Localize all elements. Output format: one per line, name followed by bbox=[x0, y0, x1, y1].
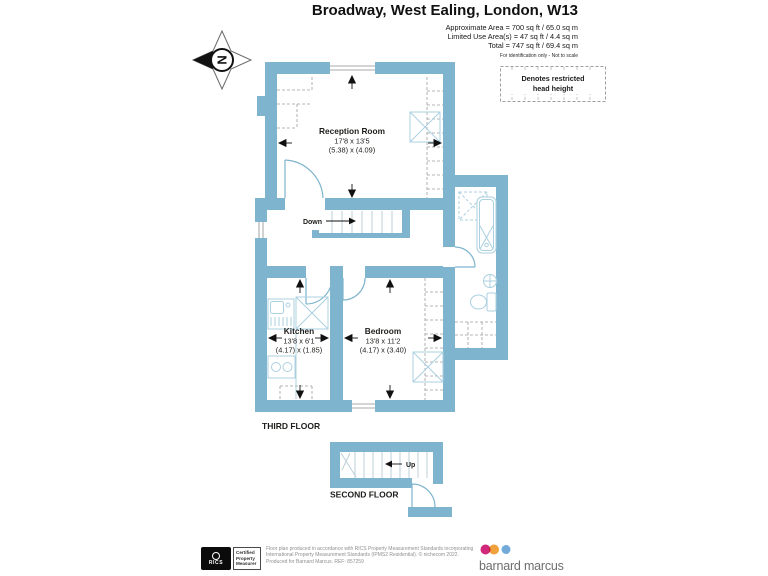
reception-size-imperial: 17'8 x 13'5 bbox=[334, 136, 370, 146]
up-arrow bbox=[385, 461, 402, 468]
disclaimer-line1: Floor plan produced in accordance with RICS Property Measurement Standards incorporating bbox=[266, 546, 474, 552]
bedroom-skylight-icon bbox=[413, 352, 443, 382]
reception-skylight-icon bbox=[410, 112, 440, 142]
second-floor-label: SECOND FLOOR bbox=[330, 489, 399, 500]
second-floor-door-arc bbox=[412, 484, 435, 507]
bathroom-door-arc bbox=[455, 247, 475, 267]
rics-logo bbox=[201, 547, 231, 570]
barnard-marcus-wordmark: barnard marcus bbox=[479, 559, 564, 573]
basin-icon bbox=[483, 274, 497, 288]
toilet-icon bbox=[471, 293, 497, 311]
bedroom-door-arc bbox=[343, 278, 365, 300]
disclaimer-text bbox=[266, 546, 481, 565]
bedroom-size-imperial: 13'8 x 11'2 bbox=[365, 336, 401, 346]
kitchen-size-metric: (4.17) x (1.85) bbox=[275, 345, 323, 355]
reception-door-arc bbox=[285, 160, 323, 198]
second-floor-plan bbox=[330, 442, 452, 517]
legend-line1: Denotes restricted bbox=[521, 74, 585, 83]
stairs-down bbox=[332, 211, 392, 233]
compass-north-label: N bbox=[214, 55, 230, 65]
reception-size-metric: (5.38) x (4.09) bbox=[328, 145, 376, 155]
certified-property-measurer-badge bbox=[233, 547, 261, 570]
bathtub-icon bbox=[477, 197, 496, 253]
reception-name: Reception Room bbox=[319, 126, 385, 136]
kitchen-skylight-icon bbox=[296, 297, 328, 329]
approximate-area: Approximate Area = 700 sq ft / 65.0 sq m bbox=[445, 23, 578, 32]
header bbox=[312, 2, 578, 59]
rics-emblem-icon bbox=[212, 552, 220, 560]
restricted-height-legend bbox=[501, 67, 606, 102]
scale-note: For identification only - Not to scale bbox=[499, 53, 578, 59]
barnard-marcus-logo bbox=[479, 542, 564, 573]
rics-wordmark: RICS bbox=[208, 559, 224, 566]
disclaimer-line2: International Property Measurement Standards (IPMS2 Residential). © nichecom 2022. bbox=[266, 552, 459, 559]
bedroom-size-metric: (4.17) x (3.40) bbox=[359, 345, 407, 355]
kitchen-size-imperial: 13'8 x 6'1 bbox=[283, 336, 315, 346]
stair-treads bbox=[332, 211, 392, 233]
third-floor-label: THIRD FLOOR bbox=[262, 421, 321, 431]
up-label: Up bbox=[406, 462, 416, 469]
disclaimer-line3: Produced for Barnard Marcus. REF: 857259 bbox=[266, 558, 364, 565]
down-label: Down bbox=[302, 219, 322, 226]
bedroom-name: Bedroom bbox=[364, 326, 402, 336]
legend-line2: head height bbox=[532, 84, 574, 93]
barnard-marcus-dots-icon bbox=[479, 544, 519, 555]
cert-line3: Measurer bbox=[236, 561, 257, 567]
compass-rose bbox=[193, 31, 251, 89]
bathroom-fixtures bbox=[471, 197, 498, 311]
kitchen-sink-icon bbox=[268, 299, 294, 329]
cert-line2: Property bbox=[236, 555, 255, 561]
cert-line1: Certified bbox=[236, 550, 255, 556]
stair-winder bbox=[341, 453, 356, 477]
page-title: Broadway, West Ealing, London, W13 bbox=[311, 2, 578, 19]
third-floor-plan bbox=[255, 62, 508, 431]
kitchen-name: Kitchen bbox=[283, 326, 315, 336]
total-area: Total = 747 sq ft / 69.4 sq m bbox=[488, 41, 578, 50]
limited-use-area: Limited Use Area(s) = 47 sq ft / 4.4 sq m bbox=[447, 32, 578, 41]
kitchen-hob-icon bbox=[268, 356, 295, 378]
